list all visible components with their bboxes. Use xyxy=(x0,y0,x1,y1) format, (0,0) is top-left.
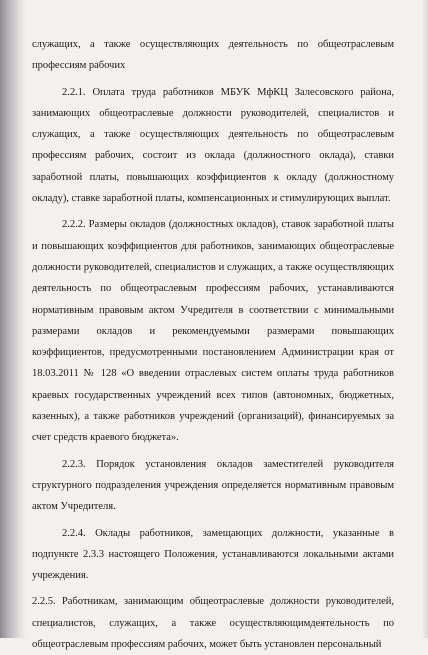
scan-page-edge xyxy=(422,0,428,638)
scan-binding-shadow xyxy=(0,0,26,638)
document-page xyxy=(32,34,394,655)
paragraph-continuation: служащих, а также осуществляющих деятельность по общеотраслевым профессиям рабочих xyxy=(32,39,394,72)
paragraph-2-2-2: 2.2.2. Размеры окладов (должностных окладов), ставок заработной платы и повышающих коэффициентов для работников, занимающих общеотраслевые должности руководителей, специалистов и служащих, а также осуществляющих деятельность по общеотраслевым профессиям рабочих, устанавливаются нормативным правовым актом Учредителя в соответствии с минимальными размерами окладов и рекомендуемыми размерами повышающих коэффициентов, предусмотренными постановлением Администрации края от 18.03.2011 № 128 «О введении отраслевых систем оплаты труда работников краевых государственных учреждений всех типов (автономных, бюджетных, казенных), а также работников учреждений (организаций), финансируемых за счет средств краевого бюджета». xyxy=(32,219,394,444)
paragraph-2-2-3: 2.2.3. Порядок установления окладов заместителей руководителя структурного подразделения учреждения определяется нормативным правовым актом Учредителя. xyxy=(32,458,394,513)
paragraph-2-2-1: 2.2.1. Оплата труда работников МБУК МфКЦ Залесовского района, занимающих общеотраслевые должности руководителей, специалистов и служащих, а также осуществляющих деятельность по общеотраслевым профессиям рабочих, состоит из оклада (должностного оклада), ставки заработной платы, повышающих коэффициентов к окладу (должностному окладу), ставке заработной платы, компенсационных и стимулирующих выплат. xyxy=(32,86,394,205)
paragraph-2-2-5: 2.2.5. Работникам, занимающим общеотраслевые должности руководителей, специалистов, служащих, а также осуществляющимдеятельность по общеотраслевым профессиям рабочих, может быть установлен персональный xyxy=(32,596,394,651)
paragraph-2-2-4: 2.2.4. Оклады работников, замещающих должности, указанные в подпункте 2.3.3 настоящего Положения, устанавливаются локальными актами учреждения. xyxy=(32,527,394,582)
